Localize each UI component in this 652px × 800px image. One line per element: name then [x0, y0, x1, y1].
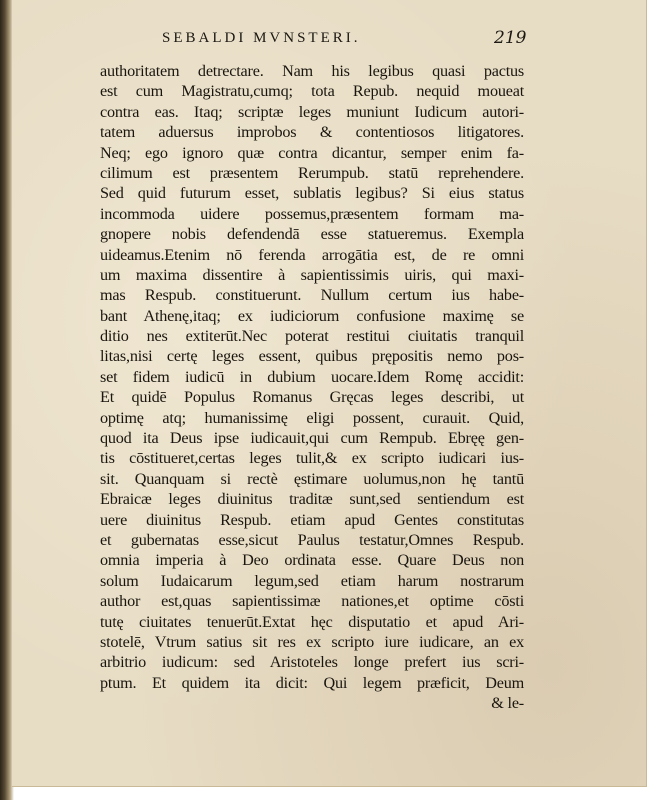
- text-line: optimę atq; humanissimę eligi possent, curauit. Quid,: [100, 408, 524, 427]
- text-line: est cum Magistratu,cumq; tota Repub. nequid moueat: [100, 82, 524, 101]
- text-line: authoritatem detrectare. Nam his legibus quasi pactus: [100, 62, 524, 80]
- paper-leaf: [12, 0, 647, 787]
- text-line: ditio nes extiterūt.Nec poterat restitui ciuitatis tranquil: [100, 327, 524, 346]
- text-line: tis cōstitueret,certas leges tulit,& ex scripto iudicari ius-: [100, 449, 524, 468]
- text-line: gnopere nobis defendendā esse statueremus. Exempla: [100, 225, 524, 244]
- text-line: tutę ciuitates tenuerūt.Extat hęc disputatio et apud Ari-: [100, 612, 524, 631]
- text-line: stotelē, Vtrum satius sit res ex scripto iure iudicare, an ex: [100, 632, 524, 651]
- running-head: SEBALDI MVNSTERI.: [162, 30, 361, 46]
- page-number: 219: [494, 28, 527, 48]
- text-line: Neq; ego ignoro quæ contra dicantur, semper enim fa-: [100, 143, 524, 162]
- text-line: et gubernatas esse,sicut Paulus testatur,Omnes Respub.: [100, 530, 524, 549]
- text-line: author est,quas sapientissimæ nationes,et optime cōsti: [100, 592, 524, 611]
- text-line: litas,nisi certę leges essent, quibus prępositis nemo pos-: [100, 347, 524, 366]
- text-line: tatem aduersus improbos & contentiosos litigatores.: [100, 123, 524, 142]
- text-line: sit. Quanquam si rectè ęstimare uolumus,non hę tantū: [100, 469, 524, 488]
- text-line: omnia imperia à Deo ordinata esse. Quare Deus non: [100, 551, 524, 570]
- text-line: contra eas. Itaq; scriptæ leges muniunt Iudicum autori-: [100, 102, 524, 121]
- text-line: incommoda uidere possemus,præsentem formam ma-: [100, 204, 524, 223]
- text-line: Sed quid futurum esset, sublatis legibus? Si eius status: [100, 184, 524, 203]
- text-line: uideamus.Etenim nō ferenda arrogātia est, de re omni: [100, 245, 524, 264]
- text-line: mas Respub. constituerunt. Nullum certum ius habe-: [100, 286, 524, 305]
- text-line: Ebraicæ leges diuinitus traditæ sunt,sed sentiendum est: [100, 490, 524, 509]
- text-line: cilimum est præsentem Rerumpub. statū reprehendere.: [100, 163, 524, 182]
- text-line: uere diuinitus Respub. etiam apud Gentes constitutas: [100, 510, 524, 529]
- text-line: set fidem iudicū in dubium uocare.Idem Romę accidit:: [100, 367, 524, 386]
- text-line: um maxima dissentire à sapientissimis uiris, qui maxi-: [100, 265, 524, 284]
- body-text: [100, 61, 524, 714]
- text-line: solum Iudaicarum legum,sed etiam harum nostrarum: [100, 571, 524, 590]
- text-line: bant Athenę,itaq; ex iudiciorum confusione maximę se: [100, 306, 524, 325]
- text-line: arbitrio iudicum: sed Aristoteles longe prefert ius scri-: [100, 653, 524, 672]
- text-line: quod ita Deus ipse iudicauit,qui cum Rempub. Ebręę gen-: [100, 429, 524, 448]
- text-line: Et quidē Populus Romanus Gręcas leges describi, ut: [100, 388, 524, 407]
- text-line: ptum. Et quidem ita dicit: Qui legem præficit, Deum: [100, 673, 524, 692]
- catchword: & le-: [491, 694, 524, 713]
